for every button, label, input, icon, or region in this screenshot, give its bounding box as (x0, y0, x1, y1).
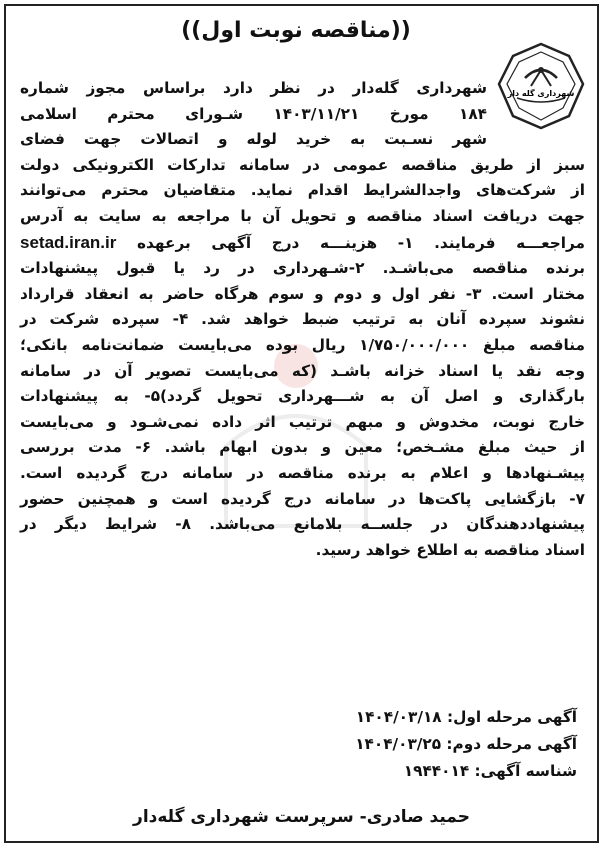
body-line: مناقصه مبلغ ۱/۷۵۰/۰۰۰/۰۰۰ ریال بوده می‌بایست ضمانت‌نامه بانکی؛ (20, 335, 585, 354)
second-stage-date: آگهی مرحله دوم: ۱۴۰۴/۰۳/۲۵ (355, 735, 577, 753)
body-line: پیشنهاددهندگان در جلســه بلامانع می‌باشد. ۸- شرایط دیگر در (20, 515, 585, 534)
body-line: جهت دریافت اسناد مناقصه و تحویل آن با مراجعه به سایت به آدرس (20, 206, 585, 225)
body-line: از شرکت‌های واجدالشرایط اقدام نماید. متقاضیان محترم می‌توانند (20, 181, 585, 200)
notice-frame (4, 4, 599, 843)
body-line: مختار است. ۳- نفر اول و دوم و سوم هرگاه حاضر به انعقاد قرارداد (20, 284, 585, 303)
body-line: شهرداری گله‌دار در نظر دارد براساس مجوز شماره (20, 79, 487, 97)
body-line-website: مراجعـــه فرمایند. ۱- هزینـــه درج آگهی برعهده setad.iran.ir (20, 232, 585, 252)
body-line: ۱۸۴ مورخ ۱۴۰۳/۱۱/۲۱ شـورای محترم اسلامی (20, 104, 487, 123)
notice-body (20, 76, 585, 563)
body-line: ۷- بازگشایی پاکت‌ها در سامانه درج گردیده است و همچنین حضور (20, 489, 585, 508)
website-link[interactable]: setad.iran.ir (20, 232, 117, 252)
body-line: از حیث مبلغ مشـخص؛ معین و بدون ابهام باشد. ۶- مدت بررسی (20, 438, 585, 457)
body-line: وجه نقد یا اسناد خزانه باشـد (که می‌بایست تصویر آن در سامانه (20, 361, 585, 380)
notice-title: ((مناقصه نوبت اول)) (181, 18, 411, 43)
body-line: شهر نسـبت به خرید لوله و اتصالات جهت فضای (20, 130, 487, 149)
body-line: اسناد مناقصه به اطلاع خواهد رسید. (315, 540, 585, 559)
signature: حمید صادری- سرپرست شهرداری گله‌دار (133, 807, 470, 827)
first-stage-date: آگهی مرحله اول: ۱۴۰۴/۰۳/۱۸ (355, 708, 577, 726)
body-line: خارج نوبت، مخدوش و مبهم ترتیب اثر داده نمی‌شـود و می‌بایست (20, 412, 585, 431)
body-line: برنده مناقصه می‌باشـد. ۲-شـهرداری در رد یا قبول پیشنهادات (20, 259, 586, 278)
body-line: بارگذاری و اصل آن به شـــهرداری تحویل گردد)۵- به پیشنهادات (20, 387, 585, 406)
body-line: پیشـنهادها و اعلام به برنده مناقصه در سامانه درج گردیده است. (20, 463, 585, 482)
body-line: سبز از طریق مناقصه عمومی در سامانه تدارکات الکترونیکی دولت (20, 155, 585, 174)
emblem-caption: شهرداری گله دار (507, 89, 575, 98)
body-line: نشوند سپرده آنان به ترتیب ضبط خواهد شد. ۴- سپرده شرکت در (20, 310, 585, 329)
ad-id: شناسه آگهی: ۱۹۴۴۰۱۴ (403, 762, 577, 780)
